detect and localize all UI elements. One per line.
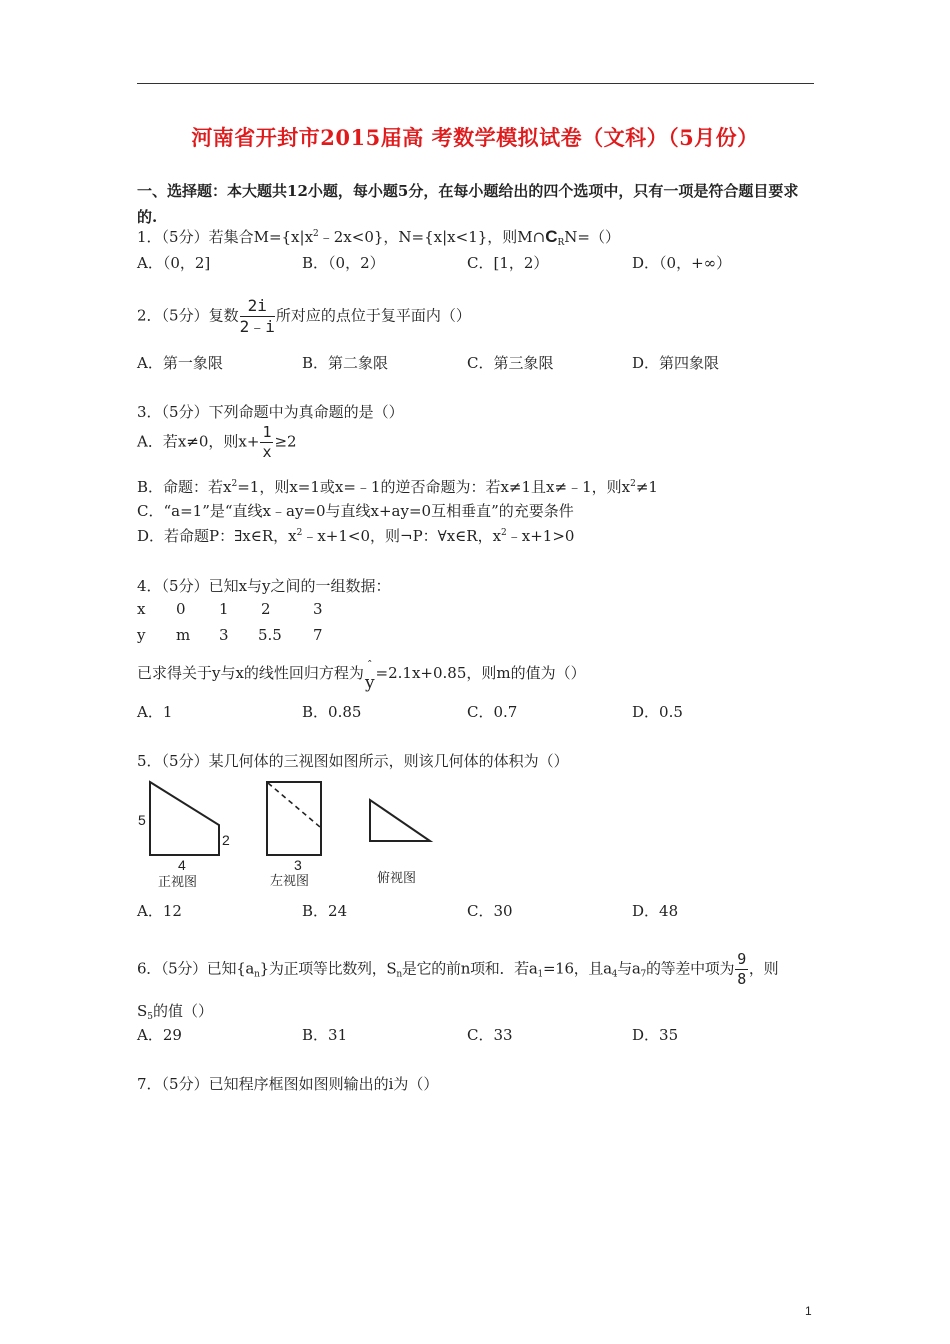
y-variable: y [364, 673, 375, 693]
q4-y-cell: 7 [313, 626, 323, 644]
q1-sub: R [557, 238, 565, 248]
q4-eq-prefix: 已求得关于y与x的线性回归方程为 [137, 664, 364, 682]
q3-option-c: C．“a=1”是“直线x﹣ay=0与直线x+ay=0互相垂直”的充要条件 [137, 502, 574, 520]
q3-b-sup2: 2 [630, 479, 636, 489]
q2-option-c: C．第三象限 [467, 354, 554, 372]
q4-x-cell: 3 [313, 600, 323, 618]
q3-d-sup1: 2 [296, 528, 303, 538]
q3-d-b: ﹣x+1<0，则¬P：∀x∈R，x [302, 527, 502, 545]
q1-option-a: A．（0，2] [137, 254, 211, 272]
q5-option-d: D．48 [632, 902, 679, 920]
q4-x-cell: 0 [176, 600, 186, 618]
q4-equation [137, 659, 586, 693]
q6-option-b: B．31 [302, 1026, 348, 1044]
q6-option-d: D．35 [632, 1026, 679, 1044]
q6-text-d: =16，且a [542, 959, 612, 978]
q6-sub: 4 [611, 969, 618, 980]
question-1 [137, 226, 620, 248]
label-front-view: 正视图 [158, 874, 198, 889]
q3-d-a: D．若命题P：∃x∈R，x [137, 527, 297, 545]
q6-option-c: C．33 [467, 1026, 513, 1044]
q2-prefix: 2．（5分）复数 [137, 306, 239, 325]
q3-a-prefix: A．若x≠0，则x+ [137, 432, 260, 451]
question-5-stem: 5．（5分）某几何体的三视图如图所示，则该几何体的体积为（） [137, 752, 569, 770]
label-top-view: 俯视图 [377, 870, 417, 885]
q6-text-b: }为正项等比数列，S [259, 959, 397, 978]
q6-text-f: 的等差中项为 [645, 959, 735, 978]
q2-numerator: 2i [240, 298, 275, 317]
question-4-stem: 4．（5分）已知x与y之间的一组数据： [137, 577, 391, 595]
q2-option-b: B．第二象限 [302, 354, 389, 372]
q4-option-a: A．1 [137, 703, 173, 721]
q4-x-cell: 2 [261, 600, 271, 618]
q2-option-a: A．第一象限 [137, 354, 223, 372]
hat-mark: ˆ [366, 659, 373, 672]
q2-option-d: D．第四象限 [632, 354, 720, 372]
q1-text-a: 1．（5分）若集合M={x|x [137, 228, 314, 246]
q3-d-c: ﹣x+1>0 [506, 527, 575, 545]
q4-option-c: C．0.7 [467, 703, 518, 721]
q4-y-cell: m [176, 626, 191, 644]
page-title: 河南省开封市2015届高 考数学模拟试卷（文科）（5月份） [191, 125, 759, 150]
three-view-figure [137, 775, 447, 895]
top-view-shape [370, 800, 430, 841]
q6-text-c: 是它的前n项和．若a [401, 959, 538, 978]
q6-text-e: 与a [617, 959, 641, 978]
section-heading: 一、选择题：本大题共12小题，每小题5分，在每小题给出的四个选项中，只有一项是符合题目要求的. [137, 182, 799, 226]
q4-y-cell: 5.5 [258, 626, 282, 644]
left-view-shape [267, 782, 321, 855]
q5-option-c: C．30 [467, 902, 513, 920]
q3-b-b: =1，则x=1或x=﹣1的逆否命题为：若x≠1且x≠﹣1，则x [237, 478, 631, 496]
q2-fraction [240, 298, 275, 335]
q3-fraction [260, 425, 273, 460]
q6-fraction [735, 952, 748, 987]
question-6 [137, 952, 778, 987]
q6-line2-b: 的值（） [153, 1002, 214, 1020]
q5-option-b: B．24 [302, 902, 348, 920]
q3-denominator: x [262, 443, 272, 461]
q4-y-label: y [137, 626, 146, 644]
q5-option-a: A．12 [137, 902, 182, 920]
page-number: 1 [805, 1304, 812, 1318]
q1-text-b: ﹣2x<0}，N={x|x<1}，则M∩ [318, 228, 546, 246]
q4-option-b: B．0.85 [302, 703, 362, 721]
hidden-edge [268, 783, 320, 827]
q6-sub: n [396, 969, 402, 980]
q3-b-c: ≠1 [635, 478, 658, 496]
q6-sub: n [254, 969, 260, 980]
q6-numerator: 9 [737, 950, 746, 968]
q4-y-cell: 3 [219, 626, 229, 644]
y-hat [364, 659, 375, 693]
q6-line2-sub: 5 [147, 1012, 154, 1022]
header-rule [137, 83, 814, 84]
q3-a-suffix: ≥2 [274, 432, 297, 451]
q6-denominator: 8 [737, 970, 746, 988]
label-left-view: 左视图 [270, 873, 310, 888]
q3-d-sup2: 2 [501, 528, 507, 538]
q1-text-c: N=（） [564, 228, 620, 246]
q1-option-d: D．（0，+∞） [632, 254, 732, 272]
q6-line-2 [137, 1000, 213, 1022]
q3-b-a: B．命题：若x [137, 478, 232, 496]
label-three: 3 [294, 857, 302, 873]
question-3-stem: 3．（5分）下列命题中为真命题的是（） [137, 403, 404, 421]
q6-option-a: A．29 [137, 1026, 182, 1044]
q3-numerator: 1 [262, 423, 272, 441]
q6-sub: 1 [537, 969, 543, 980]
q2-denominator: 2﹣i [239, 317, 275, 336]
q3-b-sup1: 2 [231, 479, 238, 489]
label-two: 2 [222, 832, 230, 848]
label-four: 4 [178, 857, 186, 873]
q4-x-cell: 1 [219, 600, 229, 618]
q6-line2-a: S [137, 1002, 148, 1020]
complement-symbol: C [545, 227, 558, 246]
q2-suffix: 所对应的点位于复平面内（） [275, 306, 471, 325]
q6-sub: 7 [640, 969, 646, 980]
question-2 [137, 298, 471, 335]
q3-option-a [137, 425, 297, 460]
q6-text-g: ，则 [748, 959, 779, 978]
q3-option-d [137, 525, 574, 546]
label-five: 5 [138, 812, 146, 828]
q4-option-d: D．0.5 [632, 703, 683, 721]
q3-option-b [137, 476, 658, 497]
q4-eq-suffix: =2.1x+0.85，则m的值为（） [375, 664, 586, 682]
q1-option-c: C．[1，2） [467, 254, 549, 272]
question-7-stem: 7．（5分）已知程序框图如图则输出的i为（） [137, 1075, 439, 1093]
front-view-shape [150, 782, 219, 855]
q4-x-label: x [137, 600, 146, 618]
q1-sup: 2 [313, 229, 319, 239]
q1-option-b: B．（0，2） [302, 254, 385, 272]
q6-text-a: 6．（5分）已知{a [137, 959, 255, 978]
